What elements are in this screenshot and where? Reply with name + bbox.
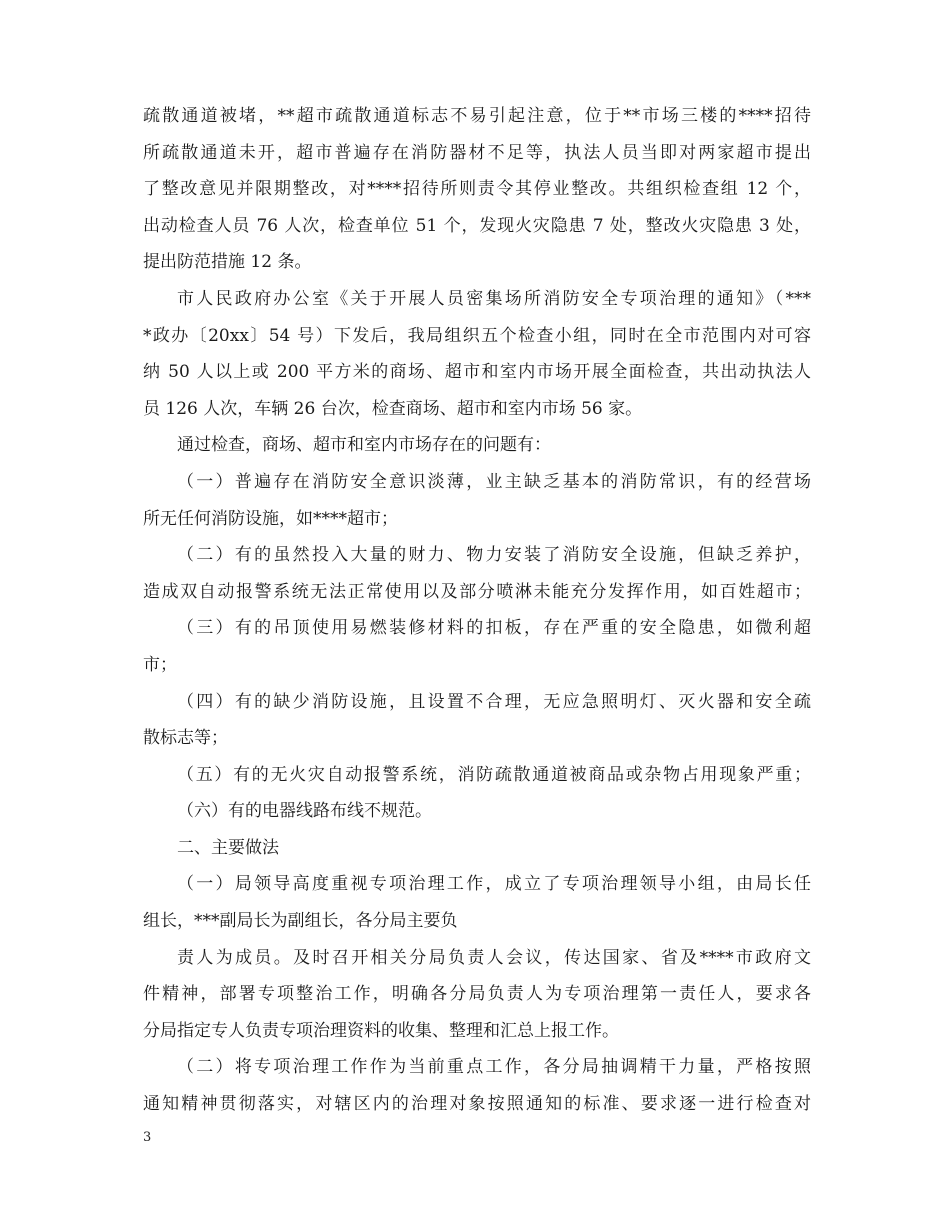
text-line: （二）将专项治理工作作为当前重点工作，各分局抽调精干力量，严格按照 [177, 1057, 811, 1078]
text-line: 造成双自动报警系统无法正常使用以及部分喷淋未能充分发挥作用，如百姓超市； [143, 581, 811, 602]
text-line: 纳 50 人以上或 200 平方米的商场、超市和室内市场开展全面检查，共出动执法人 [143, 362, 811, 383]
text-line: （二）有的虽然投入大量的财力、物力安装了消防安全设施，但缺乏养护， [177, 545, 811, 566]
text-line: （一）局领导高度重视专项治理工作，成立了专项治理领导小组，由局长任 [177, 874, 811, 895]
text-line: 通知精神贯彻落实，对辖区内的治理对象按照通知的标准、要求逐一进行检查对 [143, 1094, 811, 1115]
text-line: 散标志等； [143, 728, 228, 749]
text-line: （一）普遍存在消防安全意识淡薄，业主缺乏基本的消防常识，有的经营场 [177, 471, 811, 492]
document-body [143, 98, 811, 1123]
text-line: 通过检查，商场、超市和室内市场存在的问题有： [177, 435, 551, 456]
text-line: 责人为成员。及时召开相关分局负责人会议，传达国家、省及****市政府文 [177, 947, 811, 968]
page-number: 3 [143, 1130, 152, 1145]
text-line: 提出防范措施 12 条。 [143, 252, 312, 273]
text-line: （五）有的无火灾自动报警系统，消防疏散通道被商品或杂物占用现象严重； [177, 764, 811, 785]
text-line: 出动检查人员 76 人次，检查单位 51 个，发现火灾隐患 7 处，整改火灾隐患 3 处， [143, 215, 811, 236]
text-line: 组长，***副局长为副组长，各分局主要负 [143, 911, 458, 932]
text-line: 分局指定专人负责专项治理资料的收集、整理和汇总上报工作。 [143, 1020, 619, 1041]
text-line: （六）有的电器线路布线不规范。 [177, 801, 432, 822]
text-line: 了整改意见并限期整改，对****招待所则责令其停业整改。共组织检查组 12 个， [143, 179, 811, 200]
text-line: （三）有的吊顶使用易燃装修材料的扣板，存在严重的安全隐患，如微利超 [177, 618, 811, 639]
text-line: 市人民政府办公室《关于开展人员密集场所消防安全专项治理的通知》（*** [177, 288, 811, 309]
text-line: 市； [143, 654, 177, 675]
text-line: 所无任何消防设施，如****超市； [143, 508, 398, 529]
text-line: （四）有的缺少消防设施，且设置不合理，无应急照明灯、灭火器和安全疏 [177, 691, 811, 712]
text-line: 疏散通道被堵，**超市疏散通道标志不易引起注意，位于**市场三楼的****招待 [143, 106, 811, 126]
text-line: *政办〔20xx〕54 号）下发后，我局组织五个检查小组，同时在全市范围内对可容 [143, 325, 811, 346]
text-line: 二、主要做法 [177, 837, 279, 858]
text-line: 所疏散通道未开，超市普遍存在消防器材不足等，执法人员当即对两家超市提出 [143, 142, 811, 163]
text-line: 件精神，部署专项整治工作，明确各分局负责人为专项治理第一责任人，要求各 [143, 984, 811, 1005]
text-line: 员 126 人次，车辆 26 台次，检查商场、超市和室内市场 56 家。 [143, 398, 643, 419]
